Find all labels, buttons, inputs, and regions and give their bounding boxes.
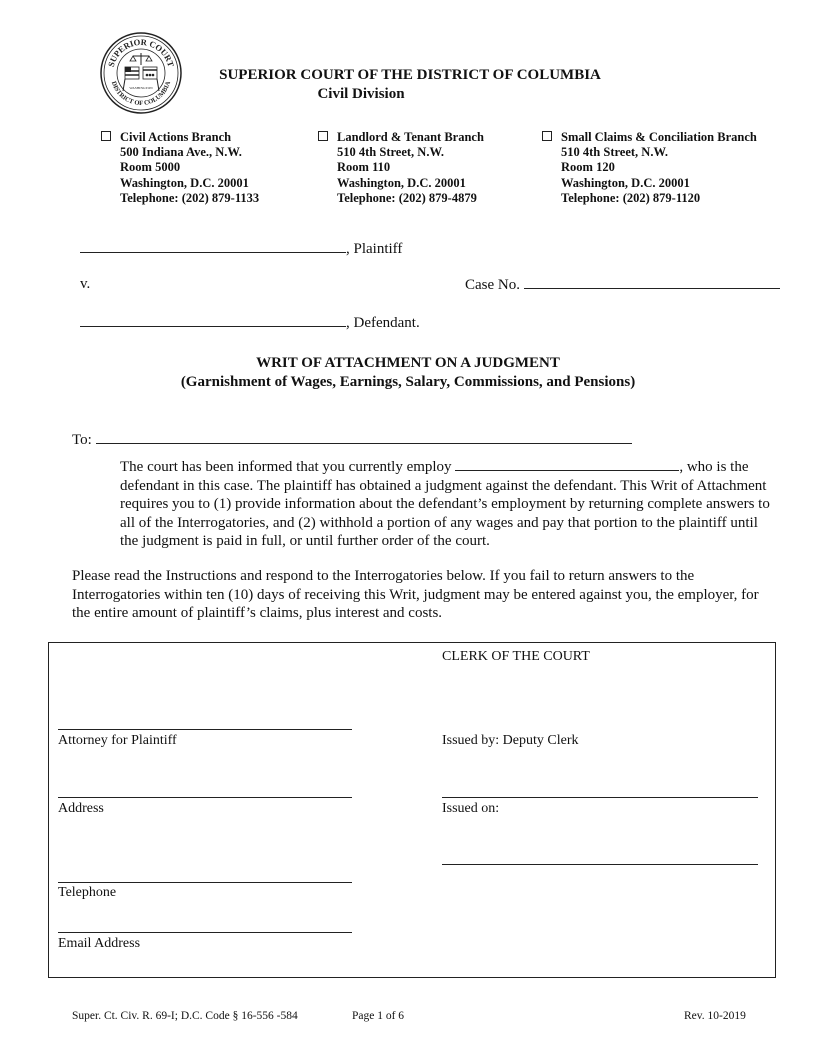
branch-checkbox[interactable] bbox=[101, 131, 111, 141]
branch-room: Room 120 bbox=[561, 160, 615, 175]
email-label: Email Address bbox=[58, 936, 141, 951]
court-seal bbox=[99, 31, 183, 115]
para1-rest: , who is the defendant in this case. The plaintiff has obtained a judgment against the defendant. This Writ of Attachment requires you to (1) provide information about the defendant’s employment by returning complete answers to all of the Interrogatories, and (2) withhold a portion of any wages and pay that portion to the plaintiff until the judgment is paid in full, or until further order of the court. bbox=[120, 459, 770, 549]
paragraph-instructions-2 bbox=[72, 567, 772, 623]
attorney-label: Attorney for Plaintiff bbox=[58, 733, 177, 748]
employee-name-field[interactable] bbox=[455, 456, 679, 471]
court-name: SUPERIOR COURT OF THE DISTRICT OF COLUMBIA bbox=[219, 67, 601, 83]
issued-on-label: Issued on: bbox=[442, 801, 500, 816]
telephone-label: Telephone bbox=[58, 885, 117, 900]
case-number-field[interactable] bbox=[524, 274, 780, 289]
para1-start: The court has been informed that you currently employ bbox=[120, 459, 452, 475]
document-subtitle: (Garnishment of Wages, Earnings, Salary, Commissions, and Pensions) bbox=[180, 374, 636, 390]
case-number-row bbox=[465, 274, 780, 294]
address-line[interactable] bbox=[58, 797, 352, 798]
garnishee-name-field[interactable] bbox=[96, 429, 632, 444]
footer-rule-citation: Super. Ct. Civ. R. 69-I; D.C. Code § 16-556 -584 bbox=[72, 1010, 298, 1022]
division-name: Civil Division bbox=[317, 86, 405, 102]
branch-room: Room 110 bbox=[337, 160, 391, 175]
document-title: WRIT OF ATTACHMENT ON A JUDGMENT bbox=[256, 355, 560, 371]
branch-room: Room 5000 bbox=[120, 160, 181, 175]
seal-bottom-text: DISTRICT OF COLUMBIA bbox=[109, 80, 173, 108]
branch-checkbox[interactable] bbox=[542, 131, 552, 141]
branch-phone: Telephone: (202) 879-1133 bbox=[120, 190, 260, 205]
branch-phone: Telephone: (202) 879-1120 bbox=[561, 190, 701, 205]
branch-city: Washington, D.C. 20001 bbox=[337, 175, 466, 190]
footer-revision: Rev. 10-2019 bbox=[684, 1010, 746, 1022]
branch-name: Civil Actions Branch bbox=[120, 130, 232, 144]
to-label: To: bbox=[72, 432, 92, 448]
branch-name: Small Claims & Conciliation Branch bbox=[561, 130, 757, 144]
seal-top-text: SUPERIOR COURT bbox=[105, 36, 177, 68]
telephone-line[interactable] bbox=[58, 882, 352, 883]
paragraph-instructions-1 bbox=[72, 456, 772, 551]
case-number-label: Case No. bbox=[465, 277, 520, 293]
email-line[interactable] bbox=[58, 932, 352, 933]
signature-box bbox=[48, 642, 776, 978]
branch-checkbox[interactable] bbox=[318, 131, 328, 141]
seal-center-text: WASHINGTON bbox=[129, 86, 153, 90]
clerk-of-court-label: CLERK OF THE COURT bbox=[442, 649, 590, 664]
plaintiff-name-field[interactable] bbox=[80, 238, 346, 253]
plaintiff-row bbox=[80, 238, 402, 258]
branch-name: Landlord & Tenant Branch bbox=[337, 130, 484, 144]
to-row bbox=[72, 429, 632, 449]
branch-city: Washington, D.C. 20001 bbox=[120, 175, 249, 190]
branch-street: 510 4th Street, N.W. bbox=[561, 145, 668, 160]
branch-city: Washington, D.C. 20001 bbox=[561, 175, 690, 190]
plaintiff-label: , Plaintiff bbox=[346, 241, 403, 257]
issued-by-label: Issued by: Deputy Clerk bbox=[442, 733, 579, 748]
footer-page-number: Page 1 of 6 bbox=[352, 1010, 405, 1022]
defendant-row bbox=[80, 312, 420, 332]
address-label: Address bbox=[58, 801, 104, 816]
branch-street: 510 4th Street, N.W. bbox=[337, 145, 444, 160]
defendant-label: , Defendant. bbox=[346, 315, 420, 331]
attorney-signature-line[interactable] bbox=[58, 729, 352, 730]
defendant-name-field[interactable] bbox=[80, 312, 346, 327]
branch-phone: Telephone: (202) 879-4879 bbox=[337, 190, 477, 205]
deputy-clerk-signature-line[interactable] bbox=[442, 797, 758, 798]
para2-text: Please read the Instructions and respond to the Interrogatories below. If you fail to return answers to the Interrogatories within ten (10) days of receiving this Writ, judgment may be entered against you, the employer, for the entire amount of plaintiff’s claims, plus interest and costs. bbox=[72, 568, 759, 621]
versus-label: v. bbox=[80, 276, 91, 292]
branch-street: 500 Indiana Ave., N.W. bbox=[120, 145, 242, 160]
issued-on-date-line[interactable] bbox=[442, 864, 758, 865]
